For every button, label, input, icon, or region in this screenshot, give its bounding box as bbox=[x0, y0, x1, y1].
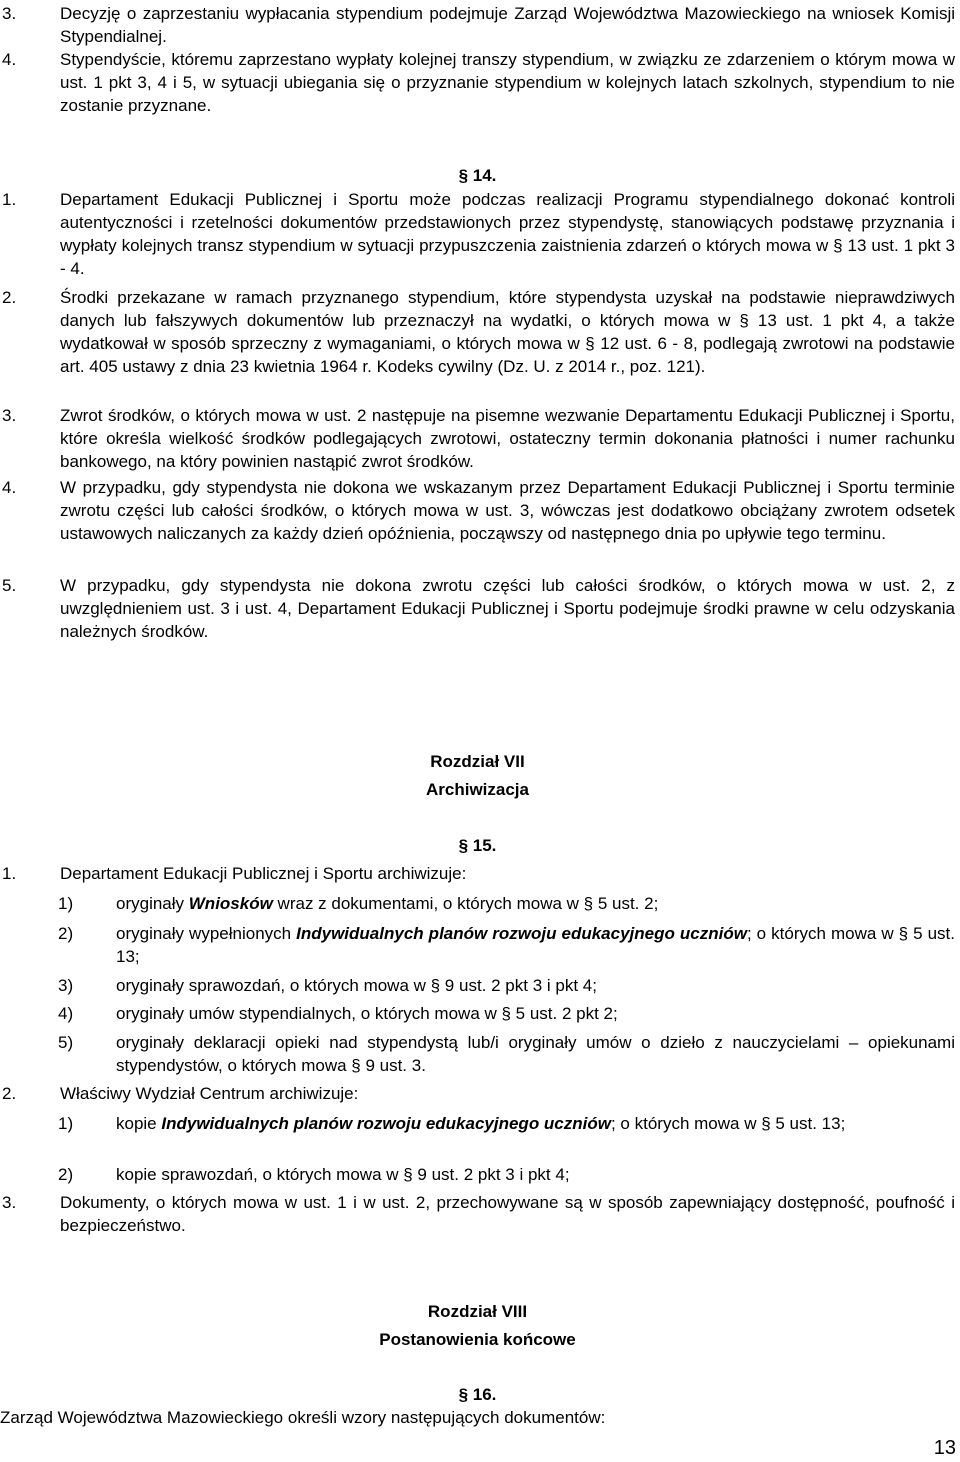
list-item bbox=[58, 1002, 955, 1025]
paragraph-item bbox=[0, 574, 955, 643]
page-number: 13 bbox=[933, 1437, 956, 1459]
paragraph-text: W przypadku, gdy stypendysta nie dokona we wskazanym przez Departament Edukacji Publicznej i Sportu terminie zwrotu części lub całości środków, o których mowa w ust. 3, wówczas jest dodatkowo obciążany zwrotem odsetek ustawowych naliczanych za każdy dzień opóźnienia, począwszy od następnego dnia po upływie tego terminu. bbox=[60, 478, 955, 543]
section-heading-14: § 14. bbox=[458, 166, 497, 185]
paragraph-text: Departament Edukacji Publicznej i Sportu archiwizuje: bbox=[60, 864, 467, 883]
list-number: 2) bbox=[58, 924, 74, 943]
chapter-title: Rozdział VIII bbox=[427, 1302, 528, 1321]
list-text: kopie Indywidualnych planów rozwoju edukacyjnego uczniów; o których mowa w § 5 ust. 13; bbox=[116, 1114, 846, 1133]
list-text: oryginały Wniosków wraz z dokumentami, o których mowa w § 5 ust. 2; bbox=[116, 894, 659, 913]
list-number: 1) bbox=[58, 1114, 74, 1133]
paragraph-text: Zwrot środków, o których mowa w ust. 2 następuje na pisemne wezwanie Departamentu Edukacji Publicznej i Sportu, które określa wielkość środków podlegających zwrotowi, ostateczny termin dokonania płatności i numer rachunku bankowego, na który powinien nastąpić zwrot środków. bbox=[60, 406, 955, 471]
chapter-title: Rozdział VII bbox=[430, 752, 525, 771]
paragraph-number: 2. bbox=[2, 288, 17, 307]
list-item bbox=[58, 922, 955, 968]
list-text: oryginały wypełnionych Indywidualnych planów rozwoju edukacyjnego uczniów; o których mowa w § 5 ust. 13; bbox=[116, 924, 955, 966]
paragraph-text: Dokumenty, o których mowa w ust. 1 i w ust. 2, przechowywane są w sposób zapewniający dostępność, poufność i bezpieczeństwo. bbox=[60, 1193, 955, 1235]
paragraph-item bbox=[0, 1191, 955, 1237]
paragraph-item bbox=[0, 286, 955, 378]
list-item bbox=[58, 1031, 955, 1077]
paragraph-text: Środki przekazane w ramach przyznanego stypendium, które stypendysta uzyskał na podstawie nieprawdziwych danych lub fałszywych dokumentów lub przeznaczył na wydatki, o których mowa w § 13 ust. 1 pkt 4, a także wydatkował w sposób sprzeczny z wymaganiami, o których mowa w § 12 ust. 6 - 8, podlegają zwrotowi na podstawie art. 405 ustawy z dnia 23 kwietnia 1964 r. Kodeks cywilny (Dz. U. z 2014 r., poz. 121). bbox=[60, 288, 955, 376]
paragraph-number: 3. bbox=[2, 4, 17, 23]
list-item bbox=[58, 1163, 955, 1186]
list-text: kopie sprawozdań, o których mowa w § 9 ust. 2 pkt 3 i pkt 4; bbox=[116, 1165, 570, 1184]
section-heading-15: § 15. bbox=[458, 836, 497, 855]
paragraph-number: 4. bbox=[2, 478, 17, 497]
paragraph-number: 3. bbox=[2, 406, 17, 425]
paragraph-text: Właściwy Wydział Centrum archiwizuje: bbox=[60, 1084, 359, 1103]
emphasis-text: Wniosków bbox=[188, 894, 273, 913]
chapter-subtitle: Postanowienia końcowe bbox=[379, 1330, 576, 1349]
paragraph-number: 2. bbox=[2, 1084, 17, 1103]
list-text: oryginały deklaracji opieki nad stypendystą lub/i oryginały umów o dzieło z nauczycielami – opiekunami stypendystów, o których mowa § 9 ust. 3. bbox=[116, 1033, 955, 1075]
list-number: 3) bbox=[58, 976, 74, 995]
list-number: 1) bbox=[58, 894, 74, 913]
paragraph-text: Decyzję o zaprzestaniu wypłacania stypendium podejmuje Zarząd Województwa Mazowieckiego na wniosek Komisji Stypendialnej. bbox=[60, 4, 955, 46]
list-text: oryginały umów stypendialnych, o których mowa w § 5 ust. 2 pkt 2; bbox=[116, 1004, 618, 1023]
list-number: 5) bbox=[58, 1033, 74, 1052]
emphasis-text: Indywidualnych planów rozwoju edukacyjnego uczniów bbox=[161, 1114, 611, 1133]
paragraph-text: Departament Edukacji Publicznej i Sportu może podczas realizacji Programu stypendialnego dokonać kontroli autentyczności i rzetelności dokumentów przedstawionych przez stypendystę, stanowiących podstawę przyznania i wypłaty kolejnych transz stypendium w sytuacji przypuszczenia zaistnienia zdarzeń o których mowa w § 13 ust. 1 pkt 3 - 4. bbox=[60, 190, 955, 278]
paragraph-item bbox=[0, 2, 955, 48]
paragraph-number: 4. bbox=[2, 50, 17, 69]
list-item bbox=[58, 974, 955, 997]
paragraph-item bbox=[0, 48, 955, 117]
chapter-subtitle: Archiwizacja bbox=[426, 780, 529, 799]
paragraph-item bbox=[0, 1082, 955, 1105]
paragraph-text: Zarząd Województwa Mazowieckiego określi wzory następujących dokumentów: bbox=[0, 1408, 606, 1427]
list-item bbox=[58, 892, 955, 915]
paragraph-item bbox=[0, 862, 955, 885]
paragraph-number: 5. bbox=[2, 576, 17, 595]
section-heading-16: § 16. bbox=[458, 1385, 497, 1404]
paragraph-item bbox=[0, 404, 955, 473]
paragraph-item bbox=[0, 476, 955, 545]
emphasis-text: Indywidualnych planów rozwoju edukacyjnego uczniów bbox=[296, 924, 747, 943]
list-number: 2) bbox=[58, 1165, 74, 1184]
list-item bbox=[58, 1112, 955, 1135]
list-number: 4) bbox=[58, 1004, 74, 1023]
paragraph-number: 1. bbox=[2, 864, 17, 883]
paragraph-text: Stypendyście, któremu zaprzestano wypłaty kolejnej transzy stypendium, w związku ze zdarzeniem o którym mowa w ust. 1 pkt 3, 4 i 5, w sytuacji ubiegania się o przyznanie stypendium w kolejnych latach szkolnych, stypendium to nie zostanie przyznane. bbox=[60, 50, 955, 115]
paragraph-number: 1. bbox=[2, 190, 17, 209]
paragraph-item bbox=[0, 188, 955, 280]
list-text: oryginały sprawozdań, o których mowa w § 9 ust. 2 pkt 3 i pkt 4; bbox=[116, 976, 597, 995]
paragraph-text: W przypadku, gdy stypendysta nie dokona zwrotu części lub całości środków, o których mowa w ust. 2, z uwzględnieniem ust. 3 i ust. 4, Departament Edukacji Publicznej i Sportu podejmuje środki prawne w celu odzyskania należnych środków. bbox=[60, 576, 955, 641]
paragraph-number: 3. bbox=[2, 1193, 17, 1212]
